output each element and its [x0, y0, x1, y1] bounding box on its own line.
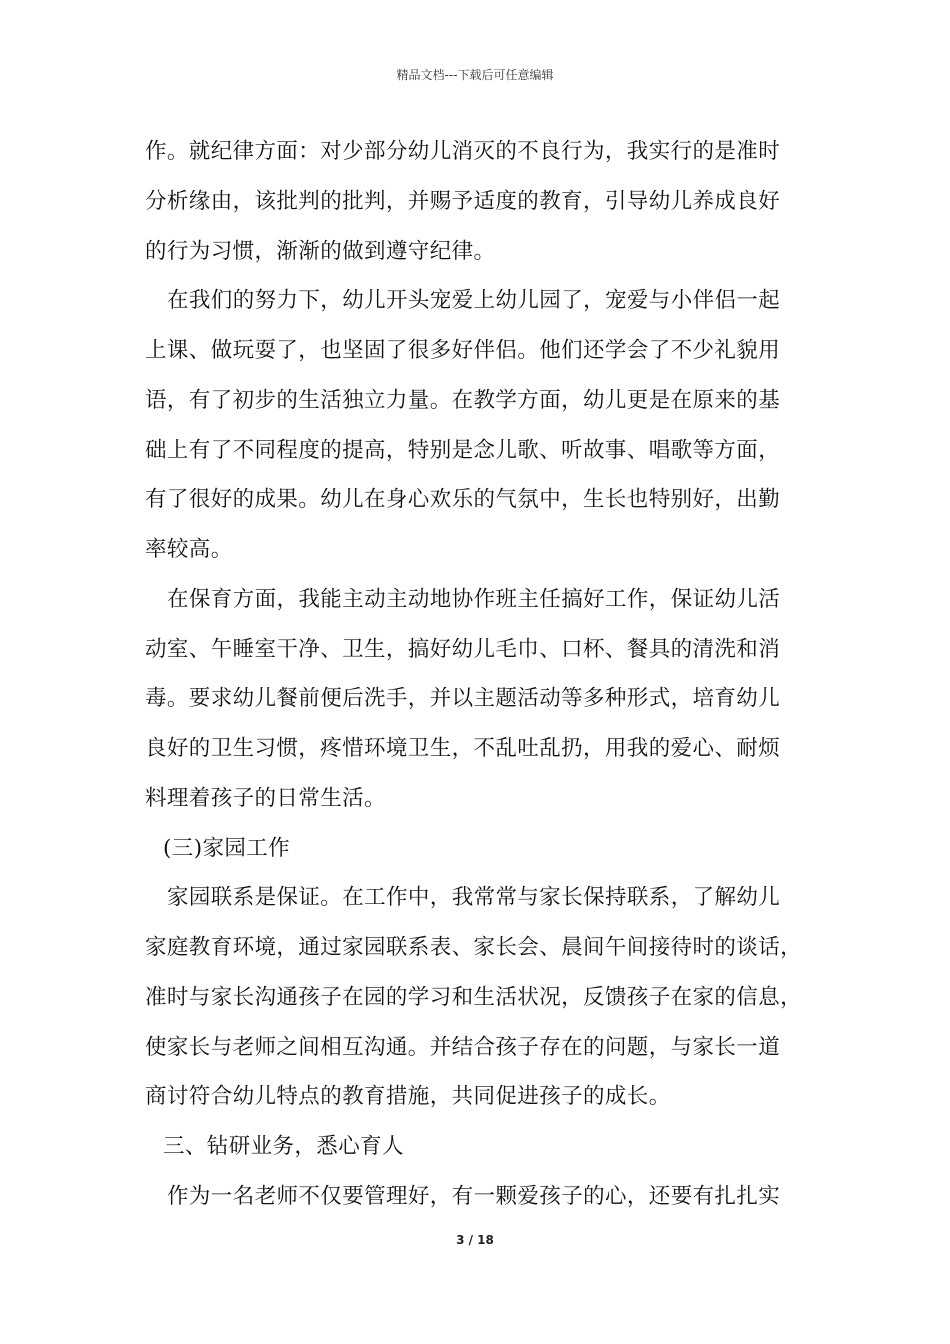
section-heading: (三)家园工作: [163, 835, 291, 861]
text-line: 使家长与老师之间相互沟通。并结合孩子存在的问题，与家长一道: [145, 1034, 781, 1060]
page-number: 3 / 18: [456, 1233, 494, 1247]
text-line: 率较高。: [145, 537, 233, 562]
text-line: 础上有了不同程度的提高，特别是念儿歌、听故事、唱歌等方面，: [145, 437, 781, 463]
text-line: 有了很好的成果。幼儿在身心欢乐的气氛中，生长也特别好，出勤: [145, 487, 781, 513]
text-line: 良好的卫生习惯，疼惜环境卫生，不乱吐乱扔，用我的爱心、耐烦: [145, 736, 781, 761]
text-line: 商讨符合幼儿特点的教育措施，共同促进孩子的成长。: [145, 1084, 671, 1110]
paragraph-start-line: 在我们的努力下，幼儿开头宠爱上幼儿园了，宠爱与小伴侣一起: [167, 288, 781, 314]
text-line: 家庭教育环境，通过家园联系表、家长会、晨间午间接待时的谈话，: [145, 935, 803, 960]
text-line: 毒。要求幼儿餐前便后洗手，并以主题活动等多种形式，培育幼儿: [145, 686, 781, 712]
text-line: 分析缘由，该批判的批判，并赐予适度的教育，引导幼儿养成良好: [145, 188, 781, 214]
text-line: 作。就纪律方面：对少部分幼儿消灭的不良行为，我实行的是准时: [145, 139, 781, 164]
section-heading: 三、钻研业务，悉心育人: [163, 1134, 404, 1159]
paragraph-start-line: 作为一名老师不仅要管理好，有一颗爱孩子的心，还要有扎扎实: [167, 1183, 781, 1209]
page-header: 精品文档---下载后可任意编辑: [396, 68, 554, 82]
document-body: [145, 130, 835, 1225]
text-line: 的行为习惯，渐渐的做到遵守纪律。: [145, 238, 496, 264]
paragraph-start-line: 家园联系是保证。在工作中，我常常与家长保持联系，了解幼儿: [167, 885, 781, 911]
paragraph-start-line: 在保育方面，我能主动主动地协作班主任搞好工作，保证幼儿活: [167, 586, 781, 612]
text-line: 上课、做玩耍了，也坚固了很多好伴侣。他们还学会了不少礼貌用: [145, 338, 781, 363]
text-line: 准时与家长沟通孩子在园的学习和生活状况，反馈孩子在家的信息，: [145, 984, 803, 1010]
text-line: 动室、午睡室干净、卫生，搞好幼儿毛巾、口杯、餐具的清洗和消: [145, 636, 781, 662]
text-line: 语，有了初步的生活独立力量。在教学方面，幼儿更是在原来的基: [145, 387, 781, 413]
text-line: 料理着孩子的日常生活。: [145, 785, 386, 811]
